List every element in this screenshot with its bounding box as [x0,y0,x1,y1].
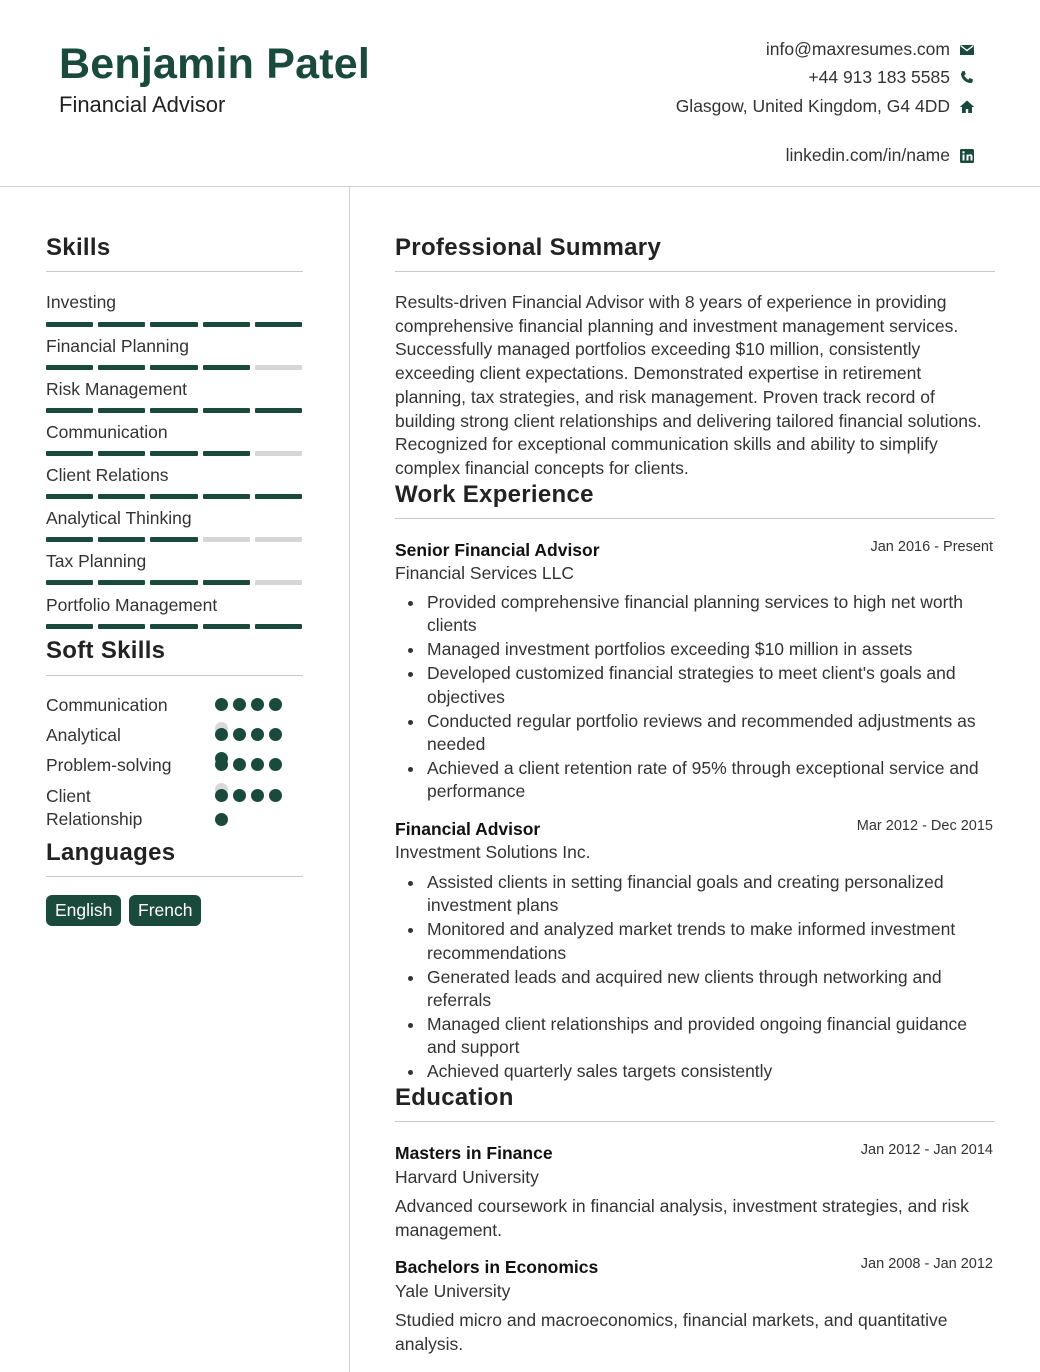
skill-bar-segment [255,580,302,585]
rating-dot [233,698,246,711]
job-company: Financial Services LLC [395,563,574,583]
list-item: Conducted regular portfolio reviews and recommended adjustments as needed [427,710,999,757]
school-name: Harvard University [395,1167,539,1187]
candidate-title: Financial Advisor [59,92,226,117]
list-item: Monitored and analyzed market trends to make informed investment recommendations [427,918,999,965]
rating-dot [251,758,264,771]
skill-bar-segment [98,537,145,542]
contact-email[interactable] [766,39,976,60]
rating-dot [215,813,228,826]
job-company: Investment Solutions Inc. [395,842,591,862]
job-date: Mar 2012 - Dec 2015 [856,818,993,834]
languages-heading: Languages [46,839,176,866]
rating-dot [215,728,228,741]
skill-bar-segment [203,624,250,629]
rating-dot [251,789,264,802]
degree-title: Bachelors in Economics [395,1257,599,1277]
skill-bar-segment [46,624,93,629]
contact-linkedin[interactable] [786,145,976,166]
skill-bar-segment [46,580,93,585]
skill-bar-segment [203,322,250,327]
summary-rule [395,271,995,272]
skill-bar-segment [46,451,93,456]
skill-bar-segment [150,408,197,413]
education-date: Jan 2008 - Jan 2012 [860,1256,993,1272]
skill-label: Investing [46,292,117,312]
skill-bar-segment [46,365,93,370]
skill-label: Risk Management [46,379,188,399]
skill-bar-segment [46,537,93,542]
list-item: Achieved a client retention rate of 95% through exceptional service and performance [427,757,999,804]
skill-bar-segment [98,408,145,413]
skill-level-bar [46,322,302,328]
skill-bar-segment [255,451,302,456]
rating-dot [269,789,282,802]
email-text[interactable]: info@maxresumes.com [765,39,950,59]
job-title: Senior Financial Advisor [395,540,600,560]
job-bullets [427,591,999,804]
skill-bar-segment [255,494,302,499]
summary-heading: Professional Summary [395,234,662,261]
skills-heading: Skills [46,234,111,261]
soft-skill-label-line1: Client [46,786,91,806]
skill-bar-segment [255,322,302,327]
skill-level-bar [46,408,302,414]
skill-bar-segment [98,365,145,370]
skill-label: Client Relations [46,465,169,485]
soft-skill-rating [215,783,295,797]
column-divider [349,187,350,1372]
skill-bar-segment [255,365,302,370]
skill-bar-segment [46,322,93,327]
skill-label: Communication [46,422,168,442]
skill-bar-segment [255,408,302,413]
soft-skills-heading: Soft Skills [46,637,166,664]
skill-bar-segment [150,580,197,585]
skill-bar-segment [98,580,145,585]
resume-header [0,0,1040,187]
skill-bar-segment [150,494,197,499]
soft-skills-rule [46,675,303,676]
soft-skill-label-line2: Relationship [46,809,143,829]
education-description: Studied micro and macroeconomics, financial markets, and quantitative analysis. [395,1310,948,1354]
rating-dot [215,789,228,802]
language-tag: English [46,895,121,926]
education-rule [395,1121,995,1122]
skill-label: Portfolio Management [46,595,218,615]
skill-level-bar [46,451,302,457]
job-title: Financial Advisor [395,819,541,839]
skill-label: Analytical Thinking [46,508,192,528]
linkedin-text[interactable]: linkedin.com/in/name [785,145,950,165]
rating-dot [251,728,264,741]
rating-dot [233,789,246,802]
rating-dot [233,728,246,741]
soft-skill-label [46,785,142,831]
education-description: Advanced coursework in financial analysis, investment strategies, and risk management. [395,1196,969,1240]
contact-address [676,96,976,117]
skill-bar-segment [46,408,93,413]
list-item: Developed customized financial strategies to meet client's goals and objectives [427,662,999,709]
experience-heading: Work Experience [395,481,594,508]
education-date: Jan 2012 - Jan 2014 [860,1142,993,1158]
list-item: Provided comprehensive financial planning services to high net worth clients [427,591,999,638]
skill-label: Tax Planning [46,551,147,571]
phone-icon [958,69,976,87]
skill-bar-segment [203,365,250,370]
degree-title: Masters in Finance [395,1143,553,1163]
skill-bar-segment [203,408,250,413]
rating-dot [269,698,282,711]
skill-bar-segment [150,322,197,327]
languages-rule [46,876,303,877]
skills-rule [46,271,303,272]
home-icon [958,98,976,116]
soft-skill-label: Analytical [46,725,121,745]
skill-bar-segment [150,537,197,542]
skill-bar-segment [203,580,250,585]
soft-skill-label: Communication [46,695,168,715]
skill-bar-segment [203,494,250,499]
linkedin-icon [958,147,976,165]
soft-skill-rating [215,722,295,736]
list-item: Assisted clients in setting financial goals and creating personalized investment plans [427,871,999,918]
job-bullets [427,871,999,1084]
skill-level-bar [46,365,302,371]
education-heading: Education [395,1084,514,1111]
contact-phone[interactable] [808,67,976,88]
job-date: Jan 2016 - Present [870,539,993,555]
skill-bar-segment [46,494,93,499]
skill-bar-segment [150,451,197,456]
rating-dot [269,758,282,771]
skill-bar-segment [98,322,145,327]
soft-skill-rating [215,752,295,766]
skill-level-bar [46,494,302,500]
skill-level-bar [46,580,302,586]
summary-text: Results-driven Financial Advisor with 8 years of experience in providing comprehensive financial planning and investment management services. Successfully managed portfolios exceeding $10 million, consistently exceeding client expectations. Demonstrated expertise in retirement planning, tax strategies, and risk management. Proven track record of building strong client relationships and delivering tailored financial solutions. Recognized for exceptional communication skills and ability to simplify complex financial concepts for clients. [395,292,982,478]
skill-bar-segment [255,537,302,542]
skill-bar-segment [150,624,197,629]
skill-level-bar [46,624,302,630]
skill-bar-segment [98,494,145,499]
school-name: Yale University [395,1281,511,1301]
skill-label: Financial Planning [46,336,190,356]
experience-rule [395,518,995,519]
list-item: Generated leads and acquired new clients through networking and referrals [427,966,999,1013]
rating-dot [233,758,246,771]
skill-bar-segment [150,365,197,370]
rating-dot [251,698,264,711]
language-tag: French [129,895,201,926]
skill-bar-segment [98,624,145,629]
skill-bar-segment [255,624,302,629]
list-item: Managed client relationships and provided ongoing financial guidance and support [427,1013,999,1060]
rating-dot [269,728,282,741]
soft-skill-label: Problem-solving [46,755,172,775]
skill-level-bar [46,537,302,543]
phone-text[interactable]: +44 913 183 5585 [808,67,950,87]
skill-bar-segment [203,537,250,542]
list-item: Managed investment portfolios exceeding $10 million in assets [427,638,999,661]
soft-skill-rating [215,698,295,712]
rating-dot [215,698,228,711]
envelope-icon [958,41,976,59]
rating-dot [215,758,228,771]
address-text: Glasgow, United Kingdom, G4 4DD [675,96,950,116]
skill-bar-segment [203,451,250,456]
candidate-name: Benjamin Patel [59,40,371,88]
list-item: Achieved quarterly sales targets consistently [427,1060,999,1083]
skill-bar-segment [98,451,145,456]
